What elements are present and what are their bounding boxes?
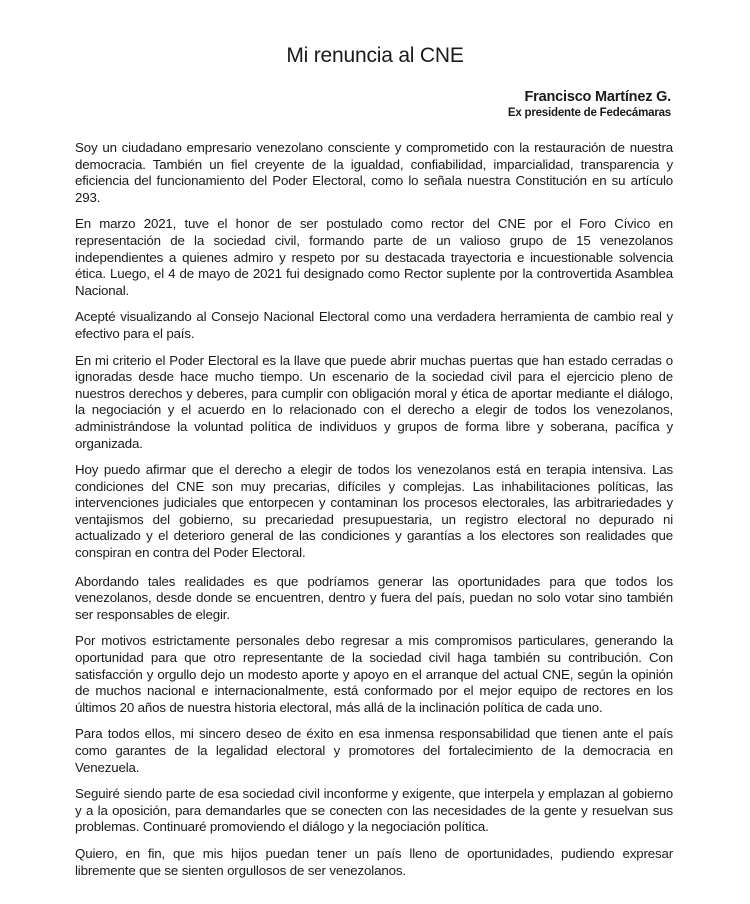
paragraph-6: Abordando tales realidades es que podríamos generar las oportunidades para que todos los venezolanos, desde donde se encuentren, dentro y fuera del país, puedan no solo votar sino también ser responsables de elegir. — [75, 573, 673, 622]
document-body — [75, 140, 673, 889]
paragraph-9: Seguiré siendo parte de esa sociedad civil inconforme y exigente, que interpela y emplazan al gobierno y a la oposición, para demandarles que se conecten con las necesidades de la gente y resuelvan sus problemas. Continuaré promoviendo el diálogo y la negociación política. — [75, 786, 673, 835]
paragraph-8: Para todos ellos, mi sincero deseo de éxito en esa inmensa responsabilidad que tienen ante el país como garantes de la legalidad electoral y promotores del fortalecimiento de la democracia en Venezuela. — [75, 726, 673, 775]
paragraph-2: En marzo 2021, tuve el honor de ser postulado como rector del CNE por el Foro Cívico en representación de la sociedad civil, formando parte de un valioso grupo de 15 venezolanos independientes a quienes admiro y respeto por su destacada trayectoria e incuestionable solvencia ética. Luego, el 4 de mayo de 2021 fui designado como Rector suplente por la controvertida Asamblea Nacional. — [75, 216, 673, 298]
paragraph-7: Por motivos estrictamente personales debo regresar a mis compromisos particulares, generando la oportunidad para que otro representante de la sociedad civil haga también su contribución. Con satisfacción y orgullo dejo un modesto aporte y apoyo en el arranque del actual CNE, según la opinión de muchos nacional e internacionalmente, está conformado por el mejor equipo de rectores en los últimos 20 años de nuestra historia electoral, más allá de la inclinación política de cada uno. — [75, 633, 673, 715]
document-title: Mi renuncia al CNE — [286, 44, 464, 67]
paragraph-1: Soy un ciudadano empresario venezolano consciente y comprometido con la restauración de nuestra democracia. También un fiel creyente de la igualdad, confiabilidad, imparcialidad, transparencia y eficiencia del funcionamiento del Poder Electoral, como lo señala nuestra Constitución en su artículo 293. — [75, 140, 673, 205]
author-name: Francisco Martínez G. — [524, 89, 671, 105]
paragraph-5: Hoy puedo afirmar que el derecho a elegir de todos los venezolanos está en terapia intensiva. Las condiciones del CNE son muy precarias, difíciles y complejas. Las inhabilitaciones políticas, las intervenciones judiciales que entorpecen y contaminan los procesos electorales, las arbitrariedades y ventajismos del gobierno, su precariedad presupuestaria, un registro electoral no depurado ni actualizado y el deterioro general de las condiciones y garantías a los electores son realidades que conspiran en contra del Poder Electoral. — [75, 462, 673, 561]
author-block — [508, 88, 671, 120]
paragraph-10: Quiero, en fin, que mis hijos puedan tener un país lleno de oportunidades, pudiendo expresar libremente que se sienten orgullosos de ser venezolanos. — [75, 845, 673, 878]
author-role: Ex presidente de Fedecámaras — [507, 107, 671, 119]
paragraph-4: En mi criterio el Poder Electoral es la llave que puede abrir muchas puertas que han estado cerradas o ignoradas desde hace mucho tiempo. Un escenario de la sociedad civil para el ejercicio pleno de nuestros derechos y deberes, para cumplir con obligación moral y ética de aportar mediante el diálogo, la negociación y el acuerdo en lo relacionado con el derecho a elegir de todos los venezolanos, administrándose la voluntad política de individuos y grupos de forma libre y soberana, pacífica y organizada. — [75, 352, 673, 451]
paragraph-3: Acepté visualizando al Consejo Nacional Electoral como una verdadera herramienta de cambio real y efectivo para el país. — [75, 309, 673, 341]
